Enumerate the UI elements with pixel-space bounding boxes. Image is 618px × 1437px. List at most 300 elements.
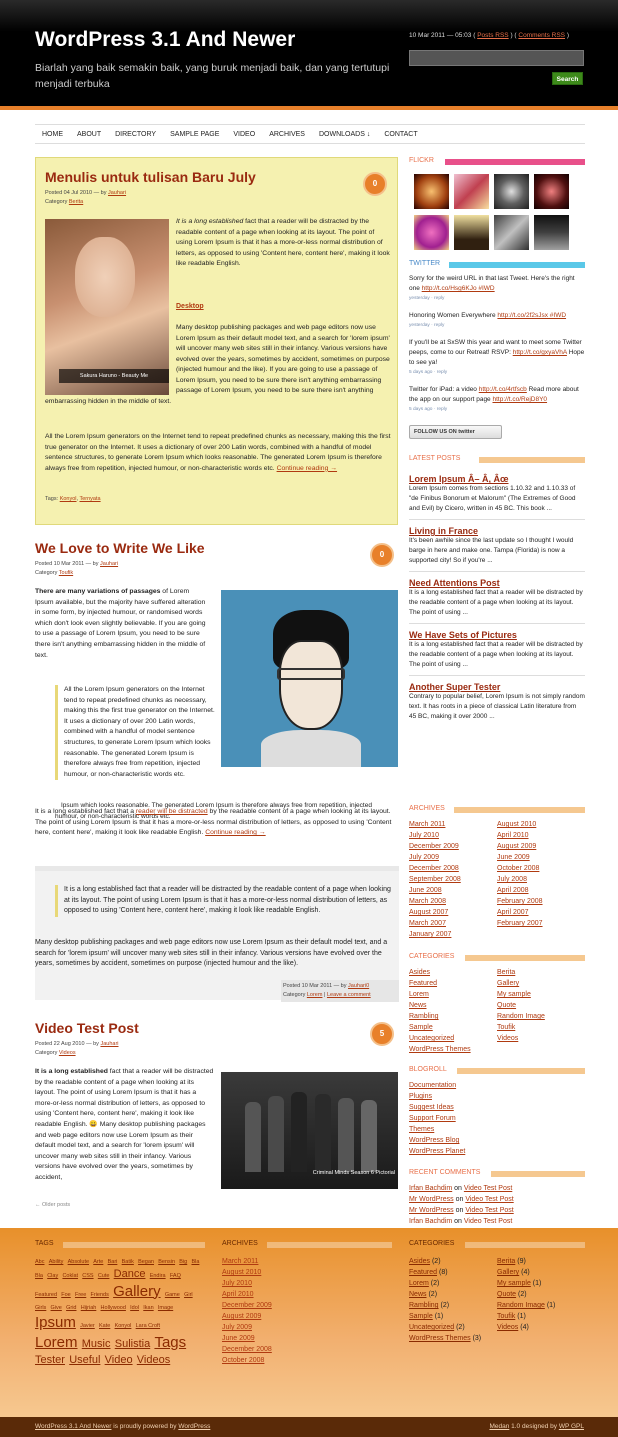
footer-tag-link[interactable]: Girl — [184, 1291, 193, 1298]
footer-category-count: (3) — [472, 1335, 482, 1342]
footer-category-item — [409, 1311, 497, 1322]
category-link[interactable]: News — [409, 1002, 427, 1009]
reader-link[interactable]: reader will be distracted — [135, 808, 208, 815]
footer-tag-link[interactable]: Bla — [35, 1272, 43, 1279]
archive-link[interactable]: December 2008 — [409, 865, 459, 872]
blogroll-link[interactable]: Plugins — [409, 1093, 432, 1100]
footer-tag-link[interactable]: Absolute — [67, 1259, 90, 1265]
category-link[interactable]: Random Image — [497, 1013, 545, 1020]
category-link[interactable]: Uncategorized — [409, 1035, 455, 1042]
footer-tag-link[interactable]: Lorem — [35, 1333, 78, 1351]
footer-category-count: (2) — [431, 1258, 441, 1265]
nav-sample-page[interactable]: SAMPLE PAGE — [170, 130, 220, 138]
latest-post-excerpt: Lorem Ipsum comes from sections 1.10.32 and 1.10.33 of "de Finibus Bonorum et Malorum" (The Extremes of Good and Evil) by Cicero, written in 45 BC. This book ... — [409, 485, 576, 512]
footer-tag-link[interactable]: Began — [138, 1259, 154, 1265]
post-meta — [35, 560, 118, 578]
footer-archive-link[interactable]: April 2010 — [222, 1291, 254, 1298]
footer-tag-link[interactable]: Batik — [121, 1259, 134, 1265]
post-title[interactable]: Video Test Post — [35, 1020, 139, 1036]
footer-tag-link[interactable]: Friends — [90, 1291, 109, 1298]
footer-tag-link[interactable]: Tester — [35, 1354, 65, 1367]
post-category-label: Category — [35, 1050, 58, 1056]
footer-category-count: (1) — [546, 1302, 556, 1309]
footer-tag-link[interactable]: Videos — [136, 1354, 171, 1367]
footer-tag-link[interactable]: Cute — [97, 1272, 110, 1279]
footer-category-link[interactable]: Rambling — [409, 1302, 439, 1309]
post-para3-b: by the readable content of a page when looking at its layout. The point of using Lorem Ipsum is that it has a more-or-less normal distribution of letters, as opposed to using 'Content here, content here', making it look like readable English. — [35, 808, 392, 837]
archive-link[interactable]: August 2009 — [497, 843, 537, 850]
leave-comment-link[interactable]: Leave a comment — [326, 992, 371, 998]
footer-category-link[interactable]: Uncategorized — [409, 1324, 455, 1331]
footer-tag-link[interactable]: Idol — [130, 1304, 140, 1311]
footer-archive-link[interactable]: March 2011 — [222, 1258, 259, 1265]
footer-tag-link[interactable]: Dance — [113, 1267, 146, 1280]
post-author-link[interactable]: Jauhari — [108, 190, 127, 196]
archive-link[interactable]: June 2009 — [497, 854, 530, 861]
footer-tag-link[interactable]: Arte — [93, 1259, 104, 1265]
post-quote-cont: Ipsum which looks reasonable. The generated Lorem Ipsum is therefore always free from repetition, injected humour, or non-characteristic words etc. — [55, 802, 372, 820]
footer-tag-link[interactable]: FAQ — [169, 1272, 181, 1279]
footer-bar — [267, 1242, 392, 1248]
category-link[interactable]: Gallery — [497, 980, 520, 987]
footer-category-count: (2) — [440, 1302, 450, 1309]
comment-on: on — [454, 1218, 462, 1224]
archive-link[interactable]: October 2008 — [497, 865, 540, 872]
footer-archive-link[interactable]: August 2010 — [222, 1269, 262, 1276]
footer-category-item — [497, 1256, 585, 1267]
aside-author-link[interactable]: Jauhari0 — [348, 983, 370, 989]
archive-link[interactable]: April 2007 — [497, 909, 529, 916]
footer-category-link[interactable]: Berita — [497, 1258, 516, 1265]
footer-tags-title: TAGS — [35, 1240, 54, 1247]
tag-link[interactable]: Konyol — [59, 496, 77, 502]
post-meta — [35, 1040, 119, 1058]
comment-post-link[interactable]: Video Test Post — [463, 1185, 513, 1192]
blogroll-widget — [409, 1066, 585, 1157]
tweet-text: Hope to see ya! — [409, 349, 585, 366]
post-para2-cont: passage of Lorem Ipsum, you need to be sure there isn't anything embarrassing hidden in the middle of text. — [45, 387, 374, 405]
continue-reading-link[interactable]: Continue reading → — [276, 464, 338, 472]
latest-post-title[interactable]: Need Attentions Post — [409, 578, 500, 588]
comments-rss-link[interactable]: Comments RSS — [518, 32, 565, 39]
post-para1-bold: There are many variations of passages — [35, 588, 161, 595]
footer-tag-link[interactable]: Useful — [69, 1354, 101, 1367]
post-image-avatar[interactable] — [221, 590, 398, 767]
footer-widget-title — [222, 1240, 392, 1250]
post-category-link[interactable]: Videos — [58, 1050, 76, 1056]
category-link[interactable]: WordPress Themes — [409, 1046, 471, 1053]
footer-tags — [35, 1240, 205, 1368]
aside-post — [35, 866, 399, 1000]
site-link[interactable]: WordPress 3.1 And Newer — [35, 1423, 112, 1430]
latest-post-title[interactable]: Another Super Tester — [409, 682, 501, 692]
latest-post-item — [409, 578, 585, 624]
footer-archives-list — [222, 1256, 392, 1366]
archive-link[interactable]: July 2008 — [497, 876, 527, 883]
header-close: ) — [566, 32, 569, 39]
footer-tag-link[interactable]: Lara Croft — [135, 1322, 161, 1329]
tweet-text: Honoring Women Everywhere — [409, 312, 498, 319]
latest-post-title[interactable]: We Have Sets of Pictures — [409, 630, 517, 640]
nav-video[interactable]: VIDEO — [233, 130, 256, 138]
footer-tag-link[interactable]: Featured — [35, 1291, 58, 1298]
archive-link[interactable]: July 2010 — [409, 832, 439, 839]
latest-post-excerpt: It is a long established fact that a reader will be distracted by the readable content of a page when looking at its layout. The point of using ... — [409, 589, 583, 616]
post-menulis — [35, 157, 398, 525]
aside-quote: It is a long established fact that a reader will be distracted by the readable content of a page when looking at its layout. The point of using Lorem Ipsum is that it has a more-or-less normal distribution of letters, as opposed to using 'Content here, content here', making it look like readable English. — [55, 885, 391, 917]
footer-tag-link[interactable]: Ipsum — [35, 1313, 76, 1331]
flickr-thumb[interactable] — [534, 174, 569, 209]
latest-post-item — [409, 474, 585, 520]
blogroll-list — [409, 1080, 585, 1157]
desktop-link[interactable]: Desktop — [176, 303, 204, 310]
footer-category-link[interactable]: Random Image — [497, 1302, 545, 1309]
archive-link[interactable]: September 2008 — [409, 876, 461, 883]
comment-count-badge[interactable]: 5 — [370, 1022, 394, 1046]
footer-archive-link[interactable]: July 2009 — [222, 1324, 252, 1331]
latest-post-title[interactable]: Lorem Ipsum Â– Â, Âœ — [409, 474, 509, 484]
footer-tag-link[interactable]: Ability — [48, 1259, 64, 1265]
footer-tag-link[interactable]: Ikan — [143, 1304, 154, 1311]
footer-tag-link[interactable]: Tags — [154, 1333, 187, 1351]
image-caption: Criminal Minds Season 6 Pictorial — [312, 1170, 395, 1176]
footer-tag-link[interactable]: Big — [179, 1259, 188, 1265]
post-para2: Many desktop publishing packages and web page editors now use Lorem Ipsum as their default model text, and a search for 'lorem ipsum' will uncover many web sites still in their infancy. Various versions have evolved over the years, sometimes by accident, sometimes on purpose (injected humour and the like). If you are going to use a passage of Lorem Ipsum, you need to be sure there isn't anything embarrassing — [176, 324, 390, 384]
footer-tag-link[interactable]: Endira — [149, 1272, 166, 1279]
footer-tag-link[interactable]: CSS — [82, 1272, 94, 1279]
footer-category-link[interactable]: News — [409, 1291, 427, 1298]
twitter-title[interactable]: TWITTER — [409, 260, 441, 267]
footer-tag-link[interactable]: Gallery — [113, 1282, 161, 1300]
archive-link[interactable]: February 2007 — [497, 920, 543, 927]
tweet-text: If you'll be at SxSW this year and want to meet some Twitter peeps, come to our Retreat! RSVP: — [409, 339, 582, 356]
latest-post-excerpt: Contrary to popular belief, Lorem Ipsum is not simply random text. It has roots in a piece of classical Latin literature from 45 BC, making it over 2000 ... — [409, 693, 585, 720]
older-posts-link[interactable]: ← Older posts — [35, 1202, 71, 1208]
footer-category-item — [409, 1267, 497, 1278]
flickr-thumb[interactable] — [494, 174, 529, 209]
archive-link[interactable]: June 2008 — [409, 887, 442, 894]
post-intro-em: It is a long established — [176, 218, 244, 225]
footer-category-link[interactable]: WordPress Themes — [409, 1335, 471, 1342]
archive-link[interactable]: March 2011 — [409, 821, 446, 828]
category-link[interactable]: Videos — [497, 1035, 519, 1042]
archive-link[interactable]: April 2010 — [497, 832, 529, 839]
footer-category-count: (2) — [430, 1280, 440, 1287]
footer-tag-link[interactable]: Hijriah — [80, 1304, 97, 1311]
footer-categories-title: CATEGORIES — [409, 1240, 455, 1247]
widget-title — [409, 953, 585, 963]
footer-category-item — [409, 1278, 497, 1289]
latest-post-item — [409, 526, 585, 572]
footer-categories — [409, 1240, 585, 1344]
blogroll-link[interactable]: Themes — [409, 1126, 435, 1133]
header-meta — [409, 32, 569, 39]
section-bar — [465, 955, 585, 961]
flickr-thumb[interactable] — [454, 174, 489, 209]
tweet-link[interactable]: http://t.co/4rtfscb — [478, 386, 527, 393]
post-video-test — [35, 1015, 399, 1195]
footer-tag-link[interactable]: Girls — [35, 1304, 47, 1311]
latest-post-title[interactable]: Living in France — [409, 526, 479, 536]
footer-archive-link[interactable]: July 2010 — [222, 1280, 252, 1287]
footer-tag-link[interactable]: Javier — [80, 1322, 95, 1329]
blogroll-link[interactable]: Documentation — [409, 1082, 457, 1089]
post-category-label: Category — [35, 570, 58, 576]
footer-category-link[interactable]: Quote — [497, 1291, 517, 1298]
footer-tag-link[interactable]: Game — [164, 1291, 180, 1298]
footer-category-item — [409, 1300, 497, 1311]
comment-post-link[interactable]: Video Test Post — [465, 1196, 514, 1203]
aside-sep: | — [323, 992, 326, 998]
archive-link[interactable]: January 2007 — [409, 931, 452, 938]
nav-contact[interactable]: CONTACT — [384, 130, 418, 138]
recent-comment — [409, 1216, 585, 1224]
footer-tag-link[interactable]: Free — [74, 1291, 87, 1298]
comment-on: on — [455, 1196, 464, 1203]
twitter-bar — [449, 262, 585, 268]
site-header — [0, 0, 618, 110]
footer-category-count: (4) — [521, 1269, 530, 1276]
footer-archive-link[interactable]: June 2009 — [222, 1335, 255, 1342]
tweet — [409, 274, 585, 304]
category-link[interactable]: Berita — [497, 969, 516, 976]
footer-widget-title — [409, 1240, 585, 1250]
archive-link[interactable]: August 2010 — [497, 821, 537, 828]
image-caption: Sakura Haruno - Beauty Me — [59, 369, 169, 383]
footer-tag-link[interactable]: Video — [104, 1354, 133, 1367]
post-title[interactable]: We Love to Write We Like — [35, 540, 205, 556]
widget-title — [409, 157, 585, 167]
footer-tag-link[interactable]: Bla — [191, 1259, 200, 1265]
footer-tag-link[interactable]: Kate — [99, 1322, 111, 1329]
footer-category-link[interactable]: Toufik — [497, 1313, 516, 1320]
footer-tag-link[interactable]: Bensin — [158, 1259, 176, 1265]
tweet-time: yesterday · reply — [409, 296, 445, 301]
post-category-link[interactable]: Berita — [68, 199, 84, 205]
category-link[interactable]: Asides — [409, 969, 431, 976]
posts-rss-link[interactable]: Posts RSS — [477, 32, 509, 39]
footer-widget-title — [35, 1240, 205, 1250]
footer-tag-link[interactable]: Foe — [61, 1291, 71, 1298]
footer-bar — [465, 1242, 585, 1248]
category-link[interactable]: Rambling — [409, 1013, 439, 1020]
blogroll-link[interactable]: WordPress Planet — [409, 1148, 466, 1155]
flickr-thumb[interactable] — [414, 174, 449, 209]
archive-link[interactable]: February 2008 — [497, 898, 543, 905]
main-nav — [35, 124, 585, 144]
archives-title: ARCHIVES — [409, 805, 445, 812]
latest-post-item — [409, 630, 585, 676]
widget-title — [409, 1169, 585, 1179]
tweet-link[interactable]: http://t.co/gxyaVhA — [512, 349, 567, 356]
archive-link[interactable]: December 2009 — [409, 843, 459, 850]
footer-category-item — [409, 1333, 585, 1344]
aside-meta — [281, 980, 399, 1002]
footer-archive-link[interactable]: December 2008 — [222, 1346, 272, 1353]
post-para3 — [35, 807, 397, 839]
search-button[interactable]: Search — [552, 72, 583, 85]
footer-tag-link[interactable]: Grid — [66, 1304, 77, 1311]
nav-directory[interactable]: DIRECTORY — [115, 130, 157, 138]
blogroll-link[interactable]: Suggest Ideas — [409, 1104, 454, 1111]
footer-tag-link[interactable]: Clay — [47, 1272, 59, 1279]
footer-category-link[interactable]: Videos — [497, 1324, 519, 1331]
portrait-face-shape — [75, 237, 135, 317]
category-link[interactable]: Toufik — [497, 1024, 516, 1031]
comment-author-link[interactable]: Irfan Bachdim — [409, 1218, 453, 1224]
footer-tag-link[interactable]: Music — [81, 1337, 111, 1350]
footer-category-count: (8) — [438, 1269, 448, 1276]
category-link[interactable]: Lorem — [409, 991, 429, 998]
footer-tag-link[interactable]: Konyol — [114, 1322, 132, 1329]
archive-link[interactable]: July 2009 — [409, 854, 439, 861]
post-meta — [45, 189, 126, 207]
avatar-glasses-shape — [277, 668, 345, 680]
comment-author-link[interactable]: Mr WordPress — [409, 1196, 454, 1203]
tweet-time: yesterday · reply — [409, 323, 445, 328]
category-link[interactable]: My sample — [497, 991, 531, 998]
footer-tag-link[interactable]: Bari — [107, 1259, 118, 1265]
post-category-link[interactable]: Toufik — [58, 570, 74, 576]
footer-category-count: (1) — [532, 1280, 542, 1287]
comment-post-link[interactable]: Video Test Post — [463, 1218, 513, 1224]
footer-tag-link[interactable]: Abc — [35, 1259, 45, 1265]
footer-tag-link[interactable]: Image — [157, 1304, 174, 1311]
latest-posts-widget — [409, 455, 585, 722]
post-author-link[interactable]: Jauhari — [100, 1041, 119, 1047]
comment-count-badge[interactable]: 0 — [370, 543, 394, 567]
tweet — [409, 385, 585, 415]
footer-category-count: (2) — [518, 1291, 527, 1298]
nav-downloads[interactable]: DOWNLOADS ↓ — [318, 130, 371, 138]
post-tags: Tags: Konyol, Ternyata — [45, 496, 101, 502]
site-description: Biarlah yang baik semakin baik, yang buruk menjadi baik, dan yang tertutupi menjadi terbuka — [35, 62, 390, 90]
flickr-thumb[interactable] — [494, 215, 529, 250]
tweet — [409, 338, 585, 378]
avatar-shirt-shape — [261, 730, 361, 767]
footer-category-link[interactable]: Lorem — [409, 1280, 429, 1287]
wordpress-link[interactable]: WordPress — [178, 1423, 211, 1430]
footer-tag-link[interactable]: Sulistia — [114, 1337, 151, 1350]
footer-category-link[interactable]: Asides — [409, 1258, 431, 1265]
post-image-criminal-minds[interactable] — [221, 1072, 398, 1189]
footer-category-item — [497, 1311, 585, 1322]
tweet-link[interactable]: http://t.co/RejD8Y0 — [492, 396, 548, 403]
comment-post-link[interactable]: Video Test Post — [465, 1207, 514, 1214]
category-link[interactable]: Featured — [409, 980, 438, 987]
flickr-thumb[interactable] — [414, 215, 449, 250]
post-we-love — [35, 535, 399, 855]
footer-category-link[interactable]: Sample — [409, 1313, 433, 1320]
tweet-link[interactable]: http://t.co/2f2sJsx #IWD — [497, 312, 567, 319]
footer-category-count: (1) — [434, 1313, 444, 1320]
tag-link[interactable]: Ternyata — [79, 496, 101, 502]
follow-twitter-button[interactable]: FOLLOW US ON twitter — [409, 425, 502, 439]
archive-link[interactable]: August 2007 — [409, 909, 449, 916]
theme-link[interactable]: Medan — [489, 1423, 510, 1430]
footer-category-count: (4) — [520, 1324, 529, 1331]
recent-comment — [409, 1194, 585, 1205]
recent-comments-title: RECENT COMMENTS — [409, 1169, 481, 1176]
site-title[interactable]: WordPress 3.1 And Newer — [35, 28, 296, 51]
post-image-sakura[interactable] — [45, 219, 169, 395]
latest-title: LATEST POSTS — [409, 455, 461, 462]
header-date: 10 Mar 2011 — 05:03 ( — [409, 32, 476, 39]
categories-list — [409, 967, 585, 1055]
aside-category-link[interactable]: Lorem — [306, 992, 323, 998]
footer-category-count: (2) — [456, 1324, 465, 1331]
category-link[interactable]: Quote — [497, 1002, 517, 1009]
tweet-text: Sorry for the weird URL in that last Tweet. Here's the right one — [409, 275, 575, 292]
post-para1 — [35, 587, 207, 661]
comment-count-badge[interactable]: 0 — [363, 172, 387, 196]
blogroll-link[interactable]: WordPress Blog — [409, 1137, 460, 1144]
footer-category-link[interactable]: My sample — [497, 1280, 531, 1287]
nav-about[interactable]: ABOUT — [77, 130, 102, 138]
footer-archive-link[interactable]: October 2008 — [222, 1357, 265, 1364]
archive-link[interactable]: March 2007 — [409, 920, 446, 927]
flickr-thumb[interactable] — [454, 215, 489, 250]
archive-link[interactable]: April 2008 — [497, 887, 529, 894]
section-bar — [491, 1171, 585, 1177]
post-title[interactable]: Menulis untuk tulisan Baru July — [45, 169, 256, 185]
post-blockquote: All the Lorem Ipsum generators on the Internet tend to repeat predefined chunks as necessary, making this the first true generator on the Internet. It uses a dictionary of over 200 Latin words, combined with a handful of model sentence structures, to generate Lorem Ipsum which looks reasonable. The generated Lorem Ipsum is therefore always free from repetition, injected humour, or non-characteristic words etc. — [55, 685, 215, 780]
footer-tag-link[interactable]: Give — [50, 1304, 62, 1311]
designer-link[interactable]: WP GPL — [558, 1423, 584, 1430]
latest-post-excerpt: It is a long established fact that a reader will be distracted by the readable content of a page when looking at its layout. The point of using ... — [409, 641, 583, 668]
recent-comment — [409, 1205, 585, 1216]
flickr-thumb[interactable] — [534, 215, 569, 250]
section-bar — [479, 457, 585, 463]
widget-title — [409, 1066, 585, 1076]
cast-silhouettes — [241, 1092, 381, 1172]
recent-comments-widget — [409, 1169, 585, 1224]
footer-category-item — [497, 1267, 585, 1278]
blogroll-link[interactable]: Support Forum — [409, 1115, 456, 1122]
tweet-link[interactable]: http://t.co/Hsg6KJo #IWD — [421, 285, 495, 292]
categories-title: CATEGORIES — [409, 953, 455, 960]
post-para3 — [45, 432, 391, 474]
avatar-face-shape — [279, 640, 343, 730]
nav-archives[interactable]: ARCHIVES — [269, 130, 305, 138]
continue-reading-link[interactable]: Continue reading → — [205, 829, 266, 837]
comment-author-link[interactable]: Irfan Bachdim — [409, 1185, 453, 1192]
footer-tag-link[interactable]: Hollywood — [100, 1304, 126, 1311]
archive-link[interactable]: March 2008 — [409, 898, 446, 905]
footer-archives-title: ARCHIVES — [222, 1240, 258, 1247]
footer-category-link[interactable]: Featured — [409, 1269, 438, 1276]
footer-tag-link[interactable]: Coklat — [62, 1272, 79, 1279]
category-link[interactable]: Sample — [409, 1024, 433, 1031]
comment-author-link[interactable]: Mr WordPress — [409, 1207, 454, 1214]
header-sep: ) ( — [510, 32, 517, 39]
footer — [0, 1228, 618, 1417]
footer-archive-link[interactable]: August 2009 — [222, 1313, 262, 1320]
footer-category-link[interactable]: Gallery — [497, 1269, 520, 1276]
credits-left — [35, 1423, 210, 1430]
post-subheading — [176, 303, 204, 310]
nav-home[interactable]: HOME — [42, 130, 63, 138]
footer-archive-link[interactable]: December 2009 — [222, 1302, 272, 1309]
post-para — [35, 1067, 215, 1184]
search-input[interactable] — [409, 50, 584, 66]
tweet-time: 5 days ago · reply — [409, 407, 448, 412]
post-author-link[interactable]: Jauhari — [100, 561, 119, 567]
site-credits — [0, 1417, 618, 1437]
blogroll-title: BLOGROLL — [409, 1066, 447, 1073]
tweet — [409, 311, 585, 331]
aside-category-label: Category — [283, 992, 306, 998]
